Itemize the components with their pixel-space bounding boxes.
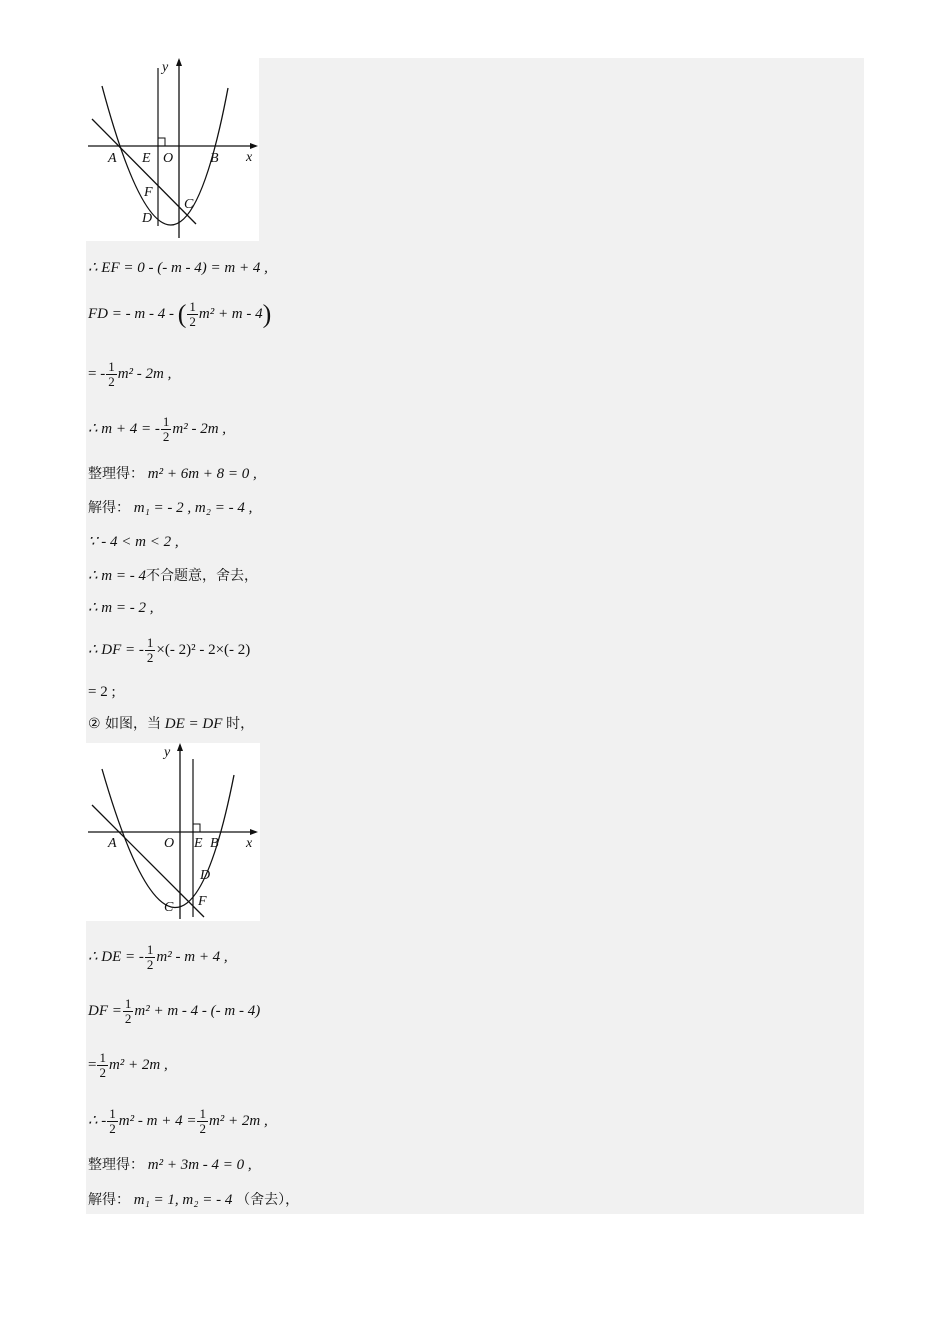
fig2-label-y: y	[164, 745, 171, 760]
eq-rearranged-1: 整理得： m² + 6m + 8 = 0 ,	[88, 466, 257, 482]
eq-solutions-2: 解得： m₁ = 1, m₂ = - 4 （舍去），	[88, 1192, 300, 1208]
parabola-figure-2	[86, 743, 260, 921]
fig2-label-B: B	[210, 836, 219, 851]
fig2-label-C: C	[164, 900, 174, 915]
eq-discard: ∴ m = - 4不合题意，舍去，	[88, 568, 258, 584]
fig1-label-D: D	[142, 211, 153, 226]
eq-solutions-1: 解得： m₁ = - 2 , m₂ = - 4 ,	[88, 500, 253, 516]
fig1-label-E: E	[142, 151, 151, 166]
eq-range: ∵ - 4 < m < 2 ,	[88, 534, 179, 550]
fig1-label-O: O	[163, 151, 174, 166]
fig2-label-A: A	[108, 836, 117, 851]
fig2-label-O: O	[164, 836, 175, 851]
eq-de: ∴ DE = - $\frac{1}{2}$ m² - m + 4 ,	[88, 942, 228, 972]
fig1-label-A: A	[108, 151, 117, 166]
fig2-label-x: x	[246, 836, 253, 851]
eq-df-2: DF = $\frac{1}{2}$ m² + m - 4 - (- m - 4)	[88, 996, 261, 1026]
fig2-label-D: D	[200, 868, 211, 883]
eq-equal-2: ∴ - $\frac{1}{2}$ m² - m + 4 = $\frac{1}{2}$ m² + 2m ,	[88, 1106, 268, 1136]
fig2-label-F: F	[198, 894, 207, 909]
parabola-figure-1	[86, 58, 259, 241]
eq-df-2-simplified: = $\frac{1}{2}$ m² + 2m ,	[88, 1050, 168, 1080]
case-2-heading: ② 如图，当 DE = DF 时，	[88, 716, 255, 732]
fig2-label-E: E	[194, 836, 203, 851]
eq-df-result: = 2 ;	[88, 684, 116, 700]
fig1-label-x: x	[246, 150, 253, 165]
eq-fd: FD = - m - 4 - ( $\frac{1}{2}$ m² + m - 4)	[88, 299, 272, 329]
fig1-label-y: y	[162, 60, 169, 75]
eq-m-value: ∴ m = - 2 ,	[88, 600, 154, 616]
fig1-label-B: B	[210, 151, 219, 166]
fig1-label-F: F	[144, 185, 153, 200]
eq-ef: ∴ EF = 0 - (- m - 4) = m + 4 ,	[88, 260, 268, 276]
eq-fd-simplified: = - $\frac{1}{2}$ m² - 2m ,	[88, 359, 172, 389]
eq-df-value: ∴ DF = - $\frac{1}{2}$ ×(- 2)² - 2×(- 2)	[88, 635, 251, 665]
eq-rearranged-2: 整理得： m² + 3m - 4 = 0 ,	[88, 1157, 252, 1173]
solution-sheet	[86, 58, 864, 1214]
eq-equal-1: ∴ m + 4 = - $\frac{1}{2}$ m² - 2m ,	[88, 414, 227, 444]
fig1-label-C: C	[184, 197, 194, 212]
